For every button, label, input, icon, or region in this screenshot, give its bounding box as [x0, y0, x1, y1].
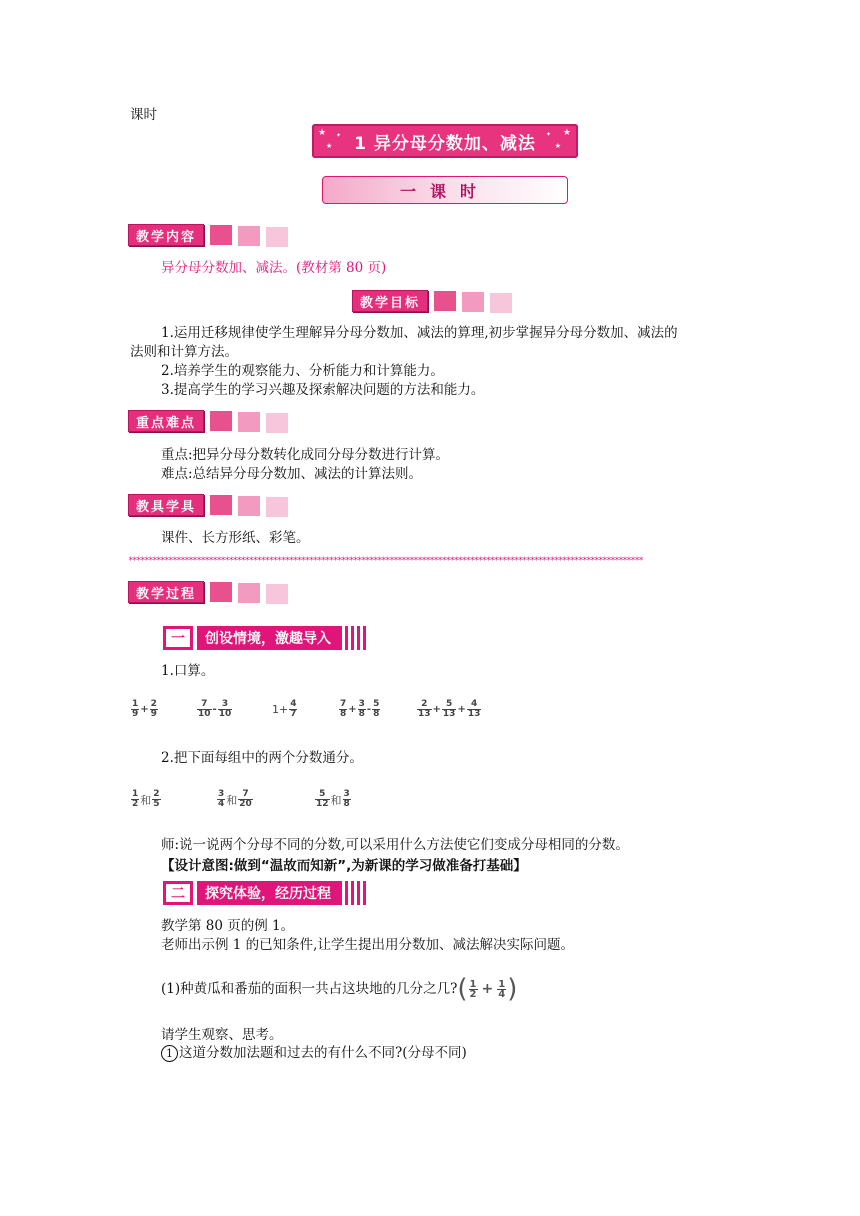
numerator: 5 — [446, 699, 453, 709]
decor-square — [462, 292, 484, 312]
decor-square — [238, 583, 260, 603]
section-header-process — [128, 581, 288, 603]
unit-title-banner — [312, 124, 578, 158]
fraction — [442, 700, 457, 719]
numerator: 2 — [421, 699, 428, 709]
decor-square — [266, 497, 288, 517]
step2-line: 老师出示例 1 的已知条件,让学生提出用分数加、减法解决实际问题。 — [161, 937, 574, 953]
denominator: 4 — [218, 799, 225, 809]
fraction — [469, 980, 478, 999]
lesson-title: 一课时 — [399, 181, 490, 201]
section-header-content — [128, 224, 288, 246]
question-1: 1.口算。 — [161, 663, 215, 679]
section-title: 教学内容 — [128, 224, 204, 246]
numerator: 4 — [470, 699, 478, 709]
step-number: 二 — [163, 881, 193, 905]
numerator: 3 — [358, 699, 365, 709]
section-title: 重点难点 — [128, 410, 204, 432]
key-line: 重点:把异分母分数转化成同分母分数进行计算。 — [161, 447, 450, 463]
numerator: 4 — [290, 699, 297, 709]
circled-number: 1 — [161, 1045, 178, 1062]
calc-expression-3 — [272, 700, 298, 719]
unit-title: 1 异分母分数加、减法 — [354, 133, 536, 154]
decor-square — [490, 293, 512, 313]
denominator: 12 — [316, 799, 329, 809]
fraction — [131, 700, 139, 719]
fraction — [217, 790, 225, 809]
step-title: 创设情境，激趣导入 — [197, 626, 339, 650]
decor-square — [210, 495, 232, 515]
content-text: 异分母分数加、减法。(教材第 80 页) — [161, 260, 387, 276]
numerator: 3 — [221, 699, 229, 709]
expression — [468, 980, 508, 999]
numerator: 7 — [201, 699, 208, 709]
page-header-label: 课时 — [130, 107, 157, 123]
star-icon: ✦ — [336, 132, 343, 139]
operator: 1+ — [272, 703, 289, 716]
numerator: 5 — [319, 789, 326, 799]
denominator: 13 — [442, 709, 456, 719]
fraction — [197, 700, 212, 719]
operator: + — [348, 704, 357, 715]
star-icon: ★ — [554, 142, 562, 150]
numerator: 3 — [218, 789, 225, 799]
teacher-prompt: 师:说一说两个分母不同的分数,可以采用什么方法使它们变成分母相同的分数。 — [161, 837, 629, 853]
decor-square — [210, 225, 232, 245]
star-divider: ******************************************************************************************************************************** — [128, 556, 643, 566]
conjunction: 和 — [140, 793, 152, 807]
numerator: 2 — [150, 699, 157, 709]
star-icon: ★ — [326, 142, 334, 150]
numerator: 5 — [373, 699, 380, 709]
question-text: (1)种黄瓜和番茄的面积一共占这块地的几分之几? — [161, 981, 458, 997]
numerator: 3 — [343, 789, 350, 799]
operator: + — [432, 704, 441, 715]
numerator: 2 — [153, 789, 160, 799]
fraction — [497, 980, 506, 999]
denominator: 13 — [418, 709, 431, 719]
example-question — [161, 976, 517, 1002]
section-title: 教具学具 — [128, 494, 204, 516]
numerator: 7 — [242, 789, 249, 799]
goal-line: 法则和计算方法。 — [130, 344, 238, 360]
decor-square — [266, 227, 288, 247]
denominator: 20 — [239, 799, 252, 809]
section-header-goals — [352, 290, 512, 312]
fraction — [358, 700, 366, 719]
step-decor — [339, 881, 369, 905]
operator: + — [457, 704, 466, 715]
goal-line: 1.运用迁移规律使学生理解异分母分数加、减法的算理,初步掌握异分母分数加、减法的 — [161, 325, 678, 341]
step-number: 一 — [163, 626, 193, 650]
design-intent-note: 【设计意图:做到“温故而知新”,为新课的学习做准备打基础】 — [161, 858, 527, 874]
operator: + — [140, 704, 149, 715]
section-title: 教学目标 — [352, 290, 428, 312]
star-icon: ✦ — [545, 131, 552, 138]
denominator: 2 — [469, 988, 477, 1000]
fraction — [131, 790, 139, 809]
left-paren: ( — [457, 974, 468, 1004]
denominator: 5 — [153, 799, 160, 809]
fraction — [372, 700, 380, 719]
decor-square — [434, 291, 456, 311]
denominator: 9 — [150, 709, 157, 719]
denominator: 8 — [343, 799, 350, 809]
observation-text: 这道分数加法题和过去的有什么不同?(分母不同) — [179, 1045, 467, 1061]
step-decor — [339, 626, 369, 650]
step2-line: 教学第 80 页的例 1。 — [161, 918, 295, 934]
calc-expression-1 — [130, 700, 159, 719]
section-header-key — [128, 410, 288, 432]
denominator: 2 — [132, 799, 139, 809]
step-header-1 — [163, 626, 369, 650]
fraction — [339, 700, 347, 719]
question-2: 2.把下面每组中的两个分数通分。 — [161, 750, 363, 766]
fraction — [343, 790, 351, 809]
lesson-title-banner — [322, 176, 568, 204]
denominator: 9 — [132, 709, 139, 719]
fraction — [150, 700, 158, 719]
right-paren: ) — [507, 974, 518, 1004]
fraction — [289, 700, 297, 719]
tools-text: 课件、长方形纸、彩笔。 — [161, 530, 310, 546]
fraction — [417, 700, 432, 719]
section-header-tools — [128, 494, 288, 516]
step-title: 探究体验，经历过程 — [197, 881, 339, 905]
conjunction: 和 — [330, 793, 342, 807]
calc-expression-5 — [416, 700, 482, 719]
conjunction: 和 — [226, 793, 238, 807]
question-expression — [457, 976, 517, 1002]
numerator: 1 — [498, 978, 506, 990]
decor-square — [210, 411, 232, 431]
operator: - — [366, 704, 372, 715]
operator: - — [212, 704, 217, 715]
calc-expression-2 — [196, 700, 233, 719]
goal-line: 3.提高学生的学习兴趣及探索解决问题的方法和能力。 — [161, 382, 485, 398]
observe-prompt: 请学生观察、思考。 — [161, 1027, 283, 1043]
denominator: 10 — [198, 709, 211, 719]
fraction — [152, 790, 160, 809]
denominator: 10 — [218, 709, 232, 719]
numerator: 7 — [340, 699, 347, 709]
denominator: 8 — [373, 709, 380, 719]
decor-square — [238, 226, 260, 246]
calc-expression-4 — [338, 700, 381, 719]
fraction-pair-1 — [130, 790, 162, 809]
observation-point — [161, 1044, 467, 1062]
numerator: 1 — [132, 699, 139, 709]
numerator: 1 — [132, 789, 139, 799]
denominator: 8 — [340, 709, 347, 719]
denominator: 13 — [467, 709, 481, 719]
goal-line: 2.培养学生的观察能力、分析能力和计算能力。 — [161, 363, 444, 379]
decor-square — [210, 582, 232, 602]
fraction — [315, 790, 330, 809]
section-title: 教学过程 — [128, 581, 204, 603]
star-icon: ★ — [562, 128, 572, 138]
denominator: 8 — [358, 709, 365, 719]
decor-square — [238, 412, 260, 432]
fraction-pair-2 — [216, 790, 254, 809]
operator: + — [481, 981, 494, 997]
denominator: 4 — [498, 988, 506, 1000]
fraction — [467, 700, 482, 719]
decor-square — [266, 413, 288, 433]
fraction — [218, 700, 233, 719]
fraction — [238, 790, 253, 809]
fraction-pair-3 — [314, 790, 352, 809]
decor-square — [266, 584, 288, 604]
step-header-2 — [163, 881, 369, 905]
denominator: 7 — [290, 709, 297, 719]
numerator: 1 — [469, 978, 477, 990]
star-icon: ★ — [318, 128, 328, 138]
decor-square — [238, 496, 260, 516]
key-line: 难点:总结异分母分数加、减法的计算法则。 — [161, 466, 423, 482]
